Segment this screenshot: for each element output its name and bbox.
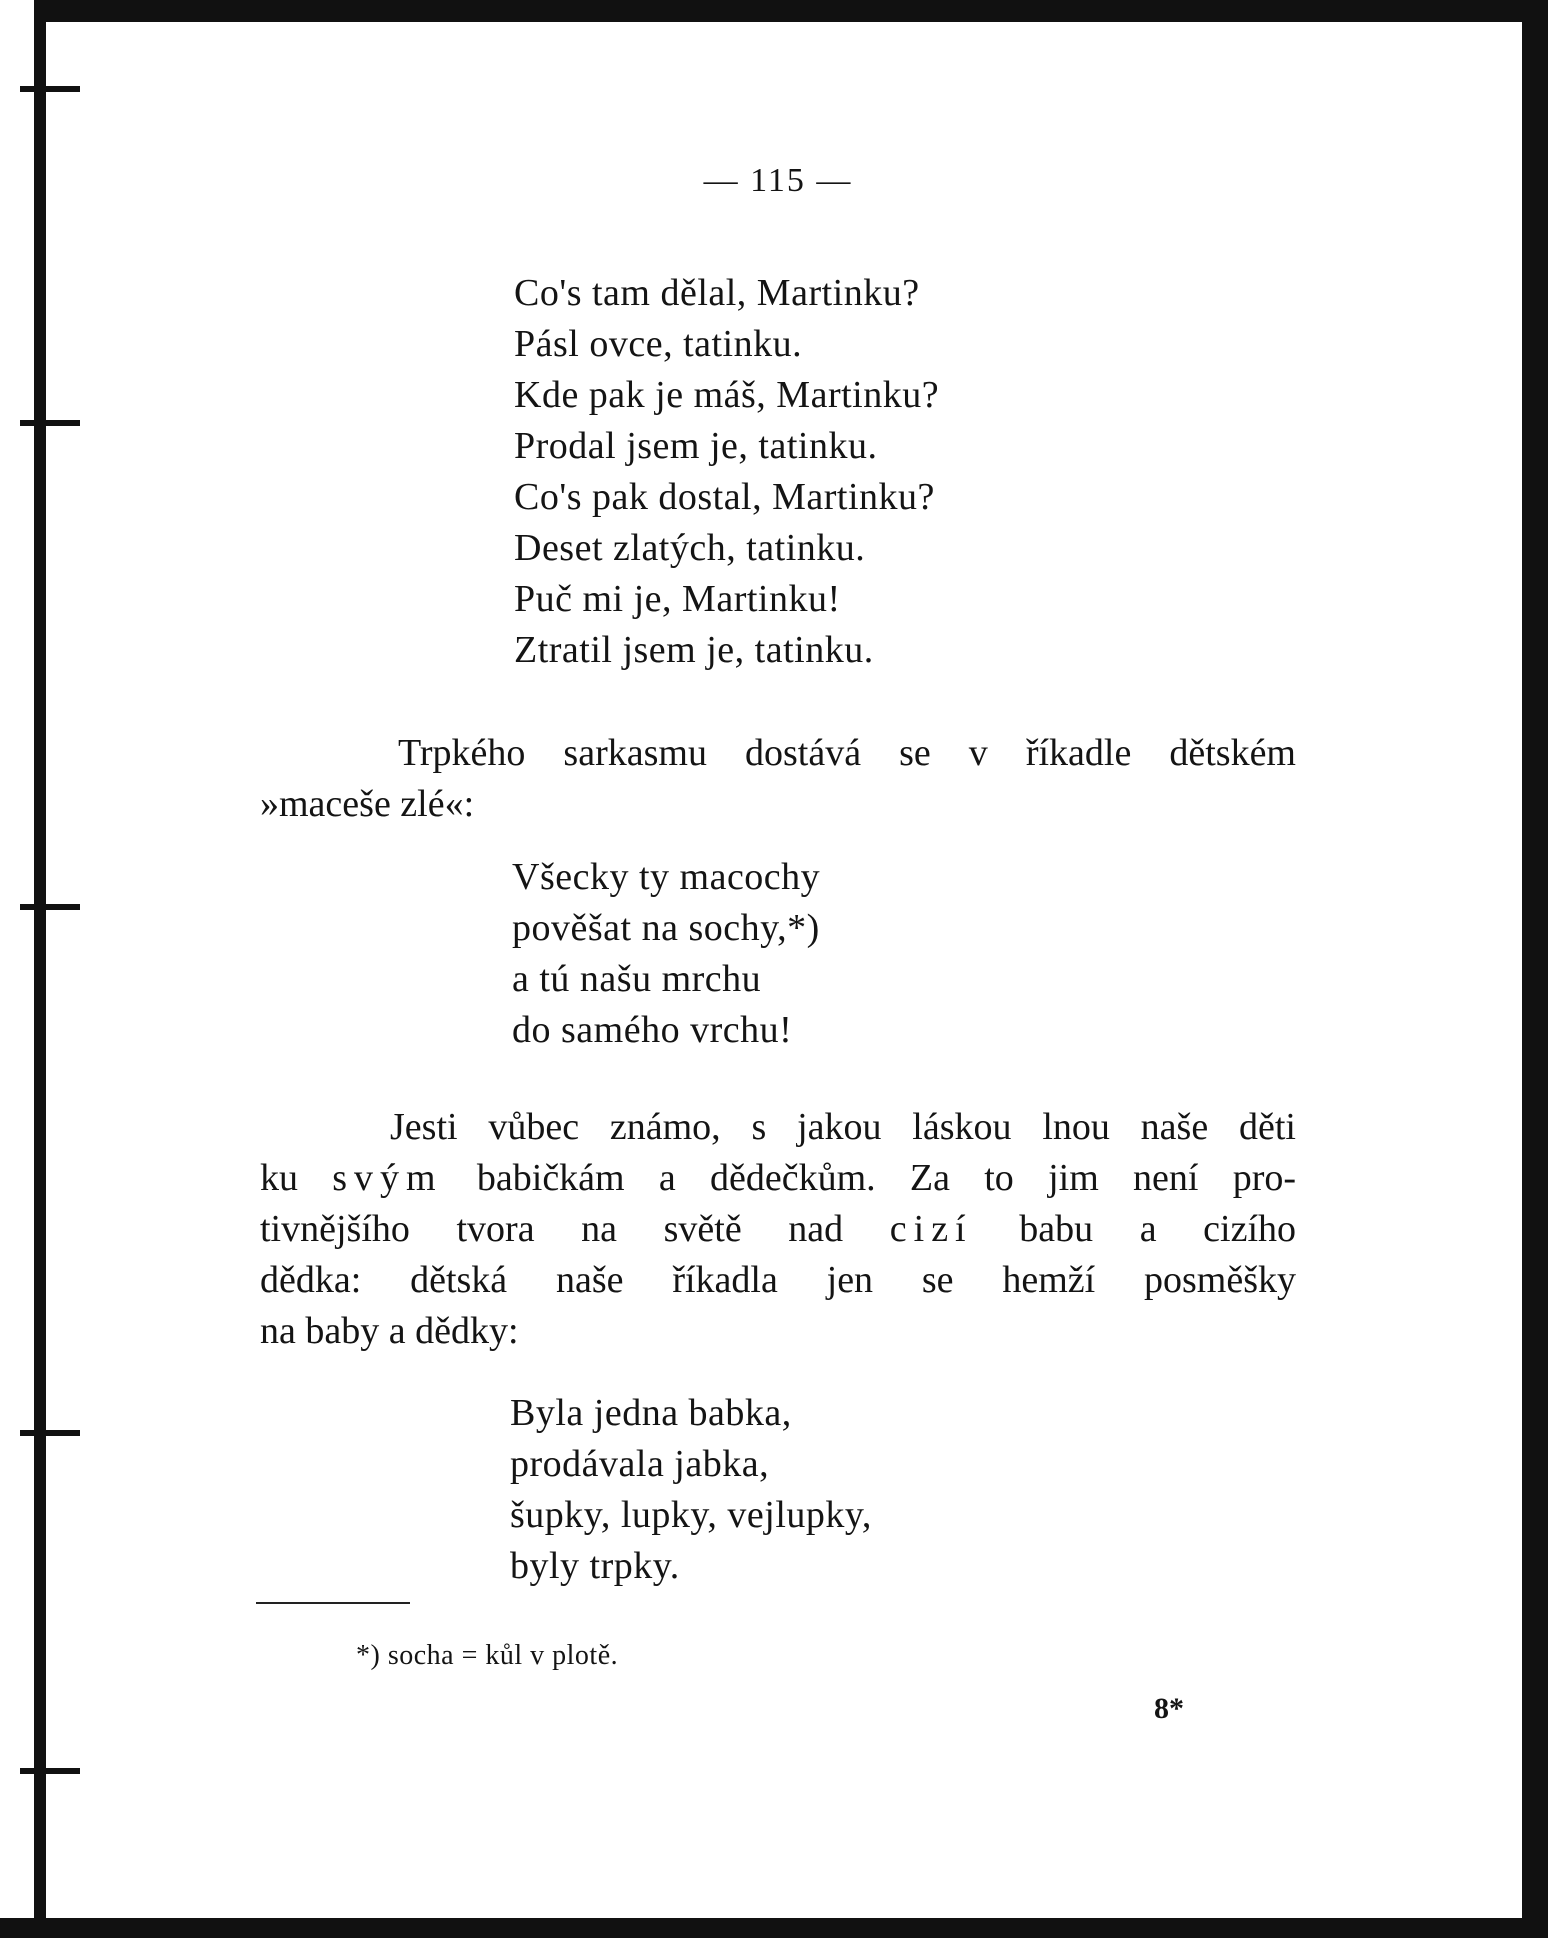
page-number: — 115 — <box>703 162 853 199</box>
scan-border-right <box>1522 0 1548 1938</box>
paragraph-grandparents <box>260 1102 1296 1357</box>
verse-line: Všecky ty macochy <box>512 856 821 898</box>
binding-stitch <box>20 1430 80 1436</box>
verse-line: do samého vrchu! <box>512 1009 793 1051</box>
paragraph-line: Trpkého sarkasmu dostává se v říkadle dětském <box>398 732 1296 774</box>
footnote-rule <box>256 1602 410 1604</box>
verse-line: Ztratil jsem je, tatinku. <box>514 629 874 671</box>
verse-line: Pásl ovce, tatinku. <box>514 323 803 365</box>
paragraph-sarcasm <box>260 728 1296 830</box>
emphasized-text: svým <box>332 1157 443 1199</box>
scan-border-bottom <box>0 1918 1548 1938</box>
binding-stitch <box>20 1768 80 1774</box>
paragraph-line: na baby a dědky: <box>260 1310 519 1352</box>
book-page <box>34 22 1522 1918</box>
text-run: tivnějšího tvora na světě nad <box>260 1208 844 1250</box>
verse-line: Kde pak je máš, Martinku? <box>514 374 940 416</box>
binding-stitch <box>20 420 80 426</box>
verse-line: Byla jedna babka, <box>510 1392 792 1434</box>
binding-stitch <box>20 904 80 910</box>
paragraph-line <box>260 1153 1296 1204</box>
verse-line: Prodal jsem je, tatinku. <box>514 425 878 467</box>
verse-line: Co's pak dostal, Martinku? <box>514 476 935 518</box>
paragraph-line <box>260 1204 1296 1255</box>
emphasized-text: cizí <box>889 1208 973 1250</box>
scan-border-top <box>0 0 1548 22</box>
verse-line: byly trpky. <box>510 1545 680 1587</box>
binding-spine <box>34 0 46 1938</box>
verse-martinku <box>514 268 939 676</box>
verse-line: Puč mi je, Martinku! <box>514 578 841 620</box>
verse-line: Deset zlatých, tatinku. <box>514 527 866 569</box>
verse-line: šupky, lupky, vejlupky, <box>510 1494 872 1536</box>
footnote: *) socha = kůl v plotě. <box>356 1640 619 1671</box>
paragraph-line: Jesti vůbec známo, s jakou láskou lnou naše děti <box>390 1106 1296 1148</box>
binding-stitch <box>20 86 80 92</box>
text-run: babičkám a dědečkům. Za to jim není pro- <box>476 1157 1297 1199</box>
verse-line: Co's tam dělal, Martinku? <box>514 272 920 314</box>
paragraph-line: »maceše zlé«: <box>260 783 475 825</box>
verse-line: prodávala jabka, <box>510 1443 770 1485</box>
verse-macochy <box>512 852 820 1056</box>
text-run: babu a cizího <box>1019 1208 1297 1250</box>
verse-babka <box>510 1388 872 1592</box>
verse-line: pověšat na sochy,*) <box>512 907 820 949</box>
paragraph-line: dědka: dětská naše říkadla jen se hemží posměšky <box>260 1259 1296 1301</box>
verse-line: a tú našu mrchu <box>512 958 762 1000</box>
signature-mark: 8* <box>1154 1692 1184 1725</box>
text-run: ku <box>260 1157 298 1199</box>
